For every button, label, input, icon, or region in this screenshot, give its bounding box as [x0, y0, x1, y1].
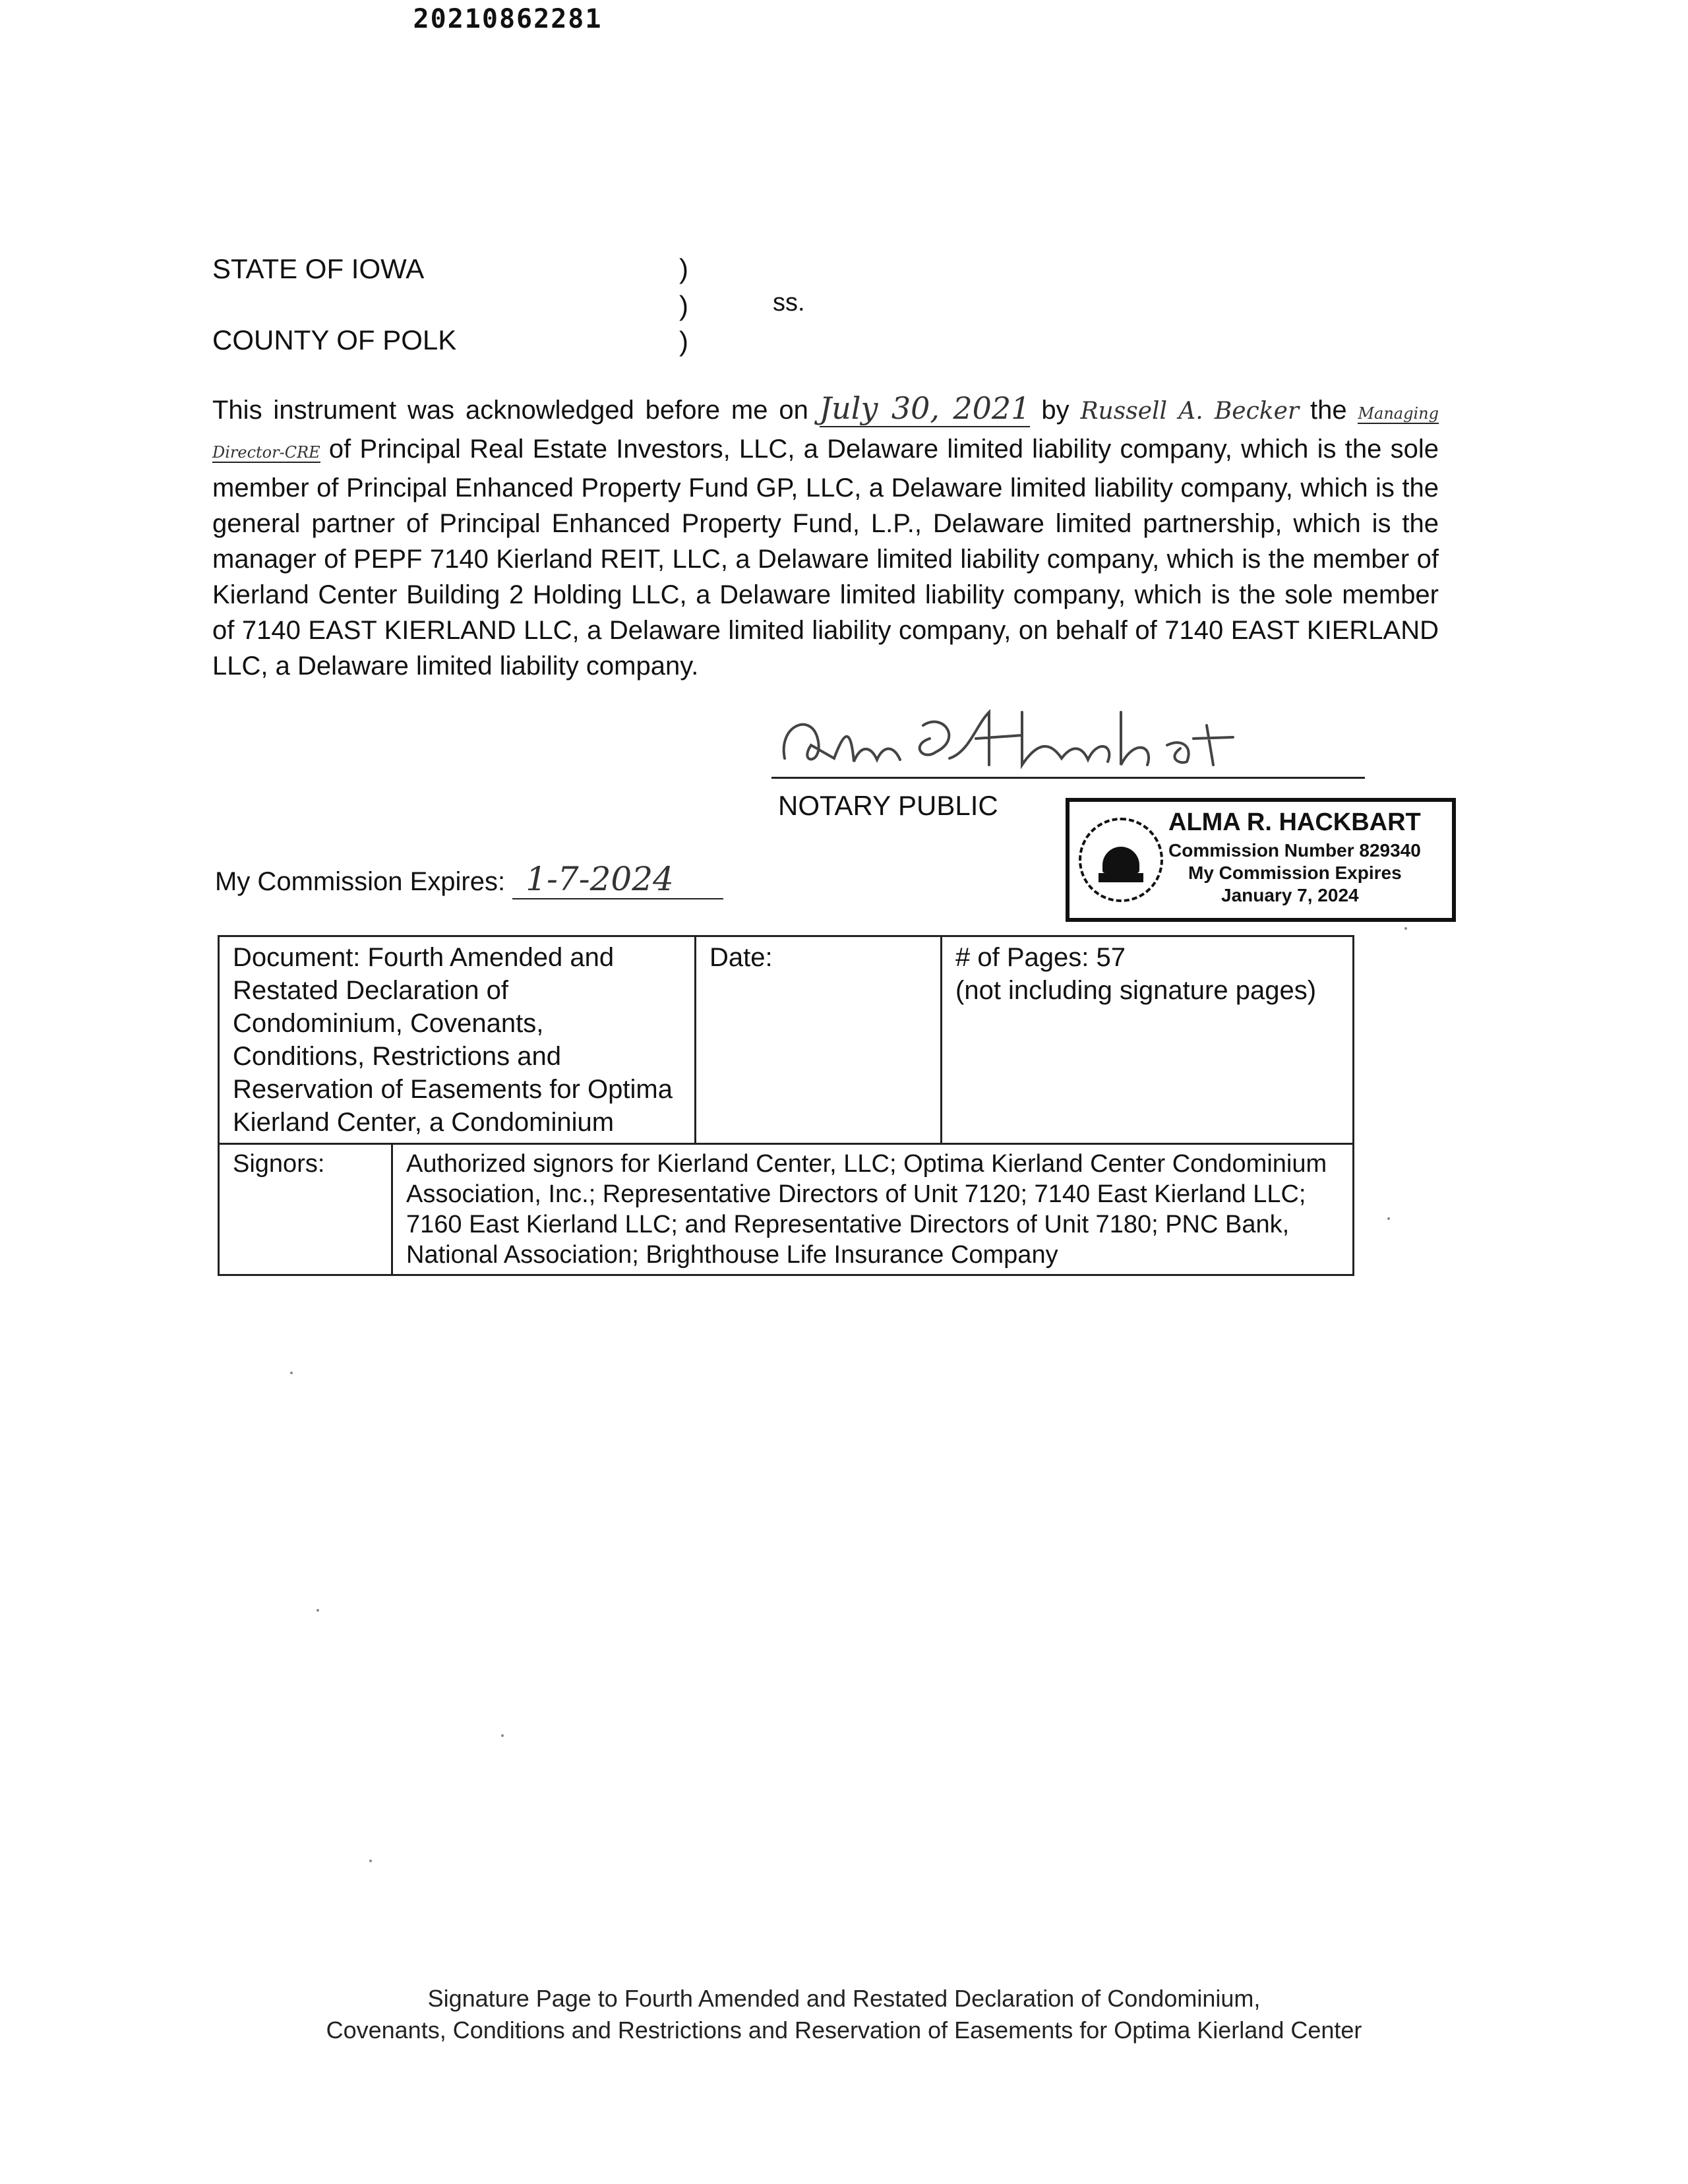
- ack-the: the: [1310, 396, 1347, 425]
- signors-cell: [219, 1144, 1354, 1275]
- table-row: [219, 936, 1354, 1144]
- document-cell: [219, 936, 696, 1144]
- ack-body: of Principal Real Estate Investors, LLC, a Delaware limited liability company, which is the sole member of Principal Enhanced Property Fund GP, LLC, a Delaware limited liability company, which is the general partner of Principal Enhanced Property Fund, L.P., Delaware limited partnership, which is the manager of PEPF 7140 Kierland REIT, LLC, a Delaware limited liability company, which is the member of Kierland Center Building 2 Holding LLC, a Delaware limited liability company, which is the sole member of 7140 EAST KIERLAND LLC, a Delaware limited liability company, on behalf of 7140 EAST KIERLAND LLC, a Delaware limited liability company.: [212, 435, 1439, 681]
- notarial-seal-icon: [1079, 818, 1163, 902]
- venue-state: STATE OF IOWA: [212, 253, 425, 284]
- acknowledgment-paragraph: [212, 390, 1439, 684]
- venue-paren-3: ): [679, 326, 688, 357]
- document-value: Fourth Amended and Restated Declaration of Condominium, Covenants, Conditions, Restrictions and Reservation of Easements for Optima Kierland Center, a Condominium: [233, 943, 673, 1137]
- notary-stamp: [1066, 798, 1456, 922]
- venue-paren-2: ): [679, 290, 688, 321]
- ack-title: Managing Director-CRE: [212, 404, 1439, 462]
- scan-speck: [290, 1372, 293, 1374]
- ack-name: Russell A. Becker: [1080, 398, 1300, 425]
- pages-note: (not including signature pages): [955, 976, 1317, 1005]
- notary-public-label: NOTARY PUBLIC: [778, 790, 998, 821]
- capitol-base-icon: [1099, 873, 1143, 882]
- ack-date: July 30, 2021: [819, 390, 1031, 426]
- pages-label: # of Pages: 57: [955, 943, 1126, 972]
- date-label: Date:: [709, 943, 773, 972]
- scan-speck: [316, 1609, 319, 1612]
- commission-date: 1-7-2024: [512, 860, 723, 899]
- commission-expires: [215, 860, 723, 899]
- signors-value: Authorized signors for Kierland Center, LLC; Optima Kierland Center Condominium Association, Inc.; Representative Directors of Unit 7120; 7140 East Kierland LLC; 7160 East Kierland LLC; and Representative Directors of Unit 7180; PNC Bank, National Association; Brighthouse Life Insurance Company: [406, 1150, 1327, 1269]
- ack-by: by: [1041, 396, 1070, 425]
- scan-speck: [1404, 927, 1407, 930]
- stamp-name: ALMA R. HACKBART: [1168, 808, 1421, 836]
- footer-line-1: Signature Page to Fourth Amended and Restated Declaration of Condominium,: [427, 1985, 1261, 2012]
- table-row: [219, 1144, 1354, 1275]
- date-cell: [696, 936, 942, 1144]
- notary-signature: [771, 699, 1273, 778]
- scan-speck: [369, 1860, 372, 1862]
- commission-label: My Commission Expires:: [215, 867, 506, 896]
- pages-cell: [942, 936, 1354, 1144]
- scan-speck: [1387, 1217, 1390, 1220]
- capitol-dome-icon: [1102, 847, 1139, 873]
- document-info-table: [218, 935, 1354, 1276]
- footer-line-2: Covenants, Conditions and Restrictions and Reservation of Easements for Optima Kierland Center: [326, 2017, 1362, 2044]
- signors-label: Signors:: [220, 1145, 392, 1274]
- document-label: Document:: [233, 943, 361, 972]
- signors-inner-table: [220, 1145, 1352, 1274]
- venue-ss: ss.: [773, 289, 805, 317]
- stamp-expires-label: My Commission Expires: [1188, 863, 1402, 883]
- stamp-expires-date: January 7, 2024: [1221, 885, 1359, 905]
- ack-lead: This instrument was acknowledged before me on: [212, 396, 808, 425]
- document-number: 20210862281: [413, 4, 603, 34]
- venue-county: COUNTY OF POLK: [212, 324, 457, 355]
- notary-signature-line: [771, 777, 1365, 779]
- venue-paren-1: ): [679, 253, 688, 284]
- scan-speck: [501, 1734, 504, 1737]
- stamp-commission-number: Commission Number 829340: [1168, 840, 1421, 861]
